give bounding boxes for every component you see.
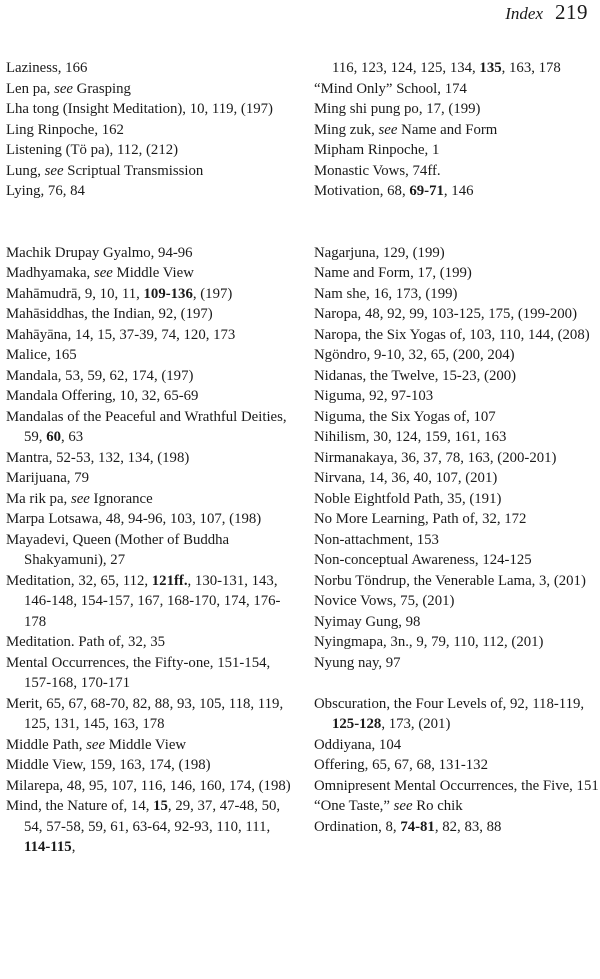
index-entry: Nihilism, 30, 124, 159, 161, 163 [314,429,507,445]
letter-group-gap [6,202,298,243]
index-entry: Laziness, 166 [6,60,88,76]
index-entry: Lying, 76, 84 [6,183,85,199]
index-entry: Ma rik pa, see Ignorance [6,490,153,507]
index-entry: Omnipresent Mental Occurrences, the Five, 151 [314,777,599,794]
index-entry: Naropa, 48, 92, 99, 103-125, 175, (199-200) [314,306,578,322]
index-entry: Offering, 65, 67, 68, 131-132 [314,757,488,773]
index-entry: Non-attachment, 153 [314,531,439,548]
index-entry: Meditation, 32, 65, 112, 121ff., 130-131, 143, 146-148, 154-157, 167, 168-170, 174, 176-178 [6,572,281,630]
letter-group-gap [314,202,600,243]
index-entry: Middle View, 159, 163, 174, (198) [6,757,211,773]
letter-group-gap [314,673,600,694]
index-entry: Monastic Vows, 74ff. [314,162,441,179]
index-column-left [6,58,298,858]
index-entry: Motivation, 68, 69-71, 146 [314,183,474,199]
index-entry: Oddiyana, 104 [314,736,402,753]
index-entry: Mind, the Nature of, 14, 15, 29, 37, 47-48, 50, 54, 57-58, 59, 61, 63-64, 92-93, 110, 111, 114-115, [6,798,281,855]
index-entry: Mental Occurrences, the Fifty-one, 151-154, 157-168, 170-171 [6,654,271,691]
index-entry: Mahāmudrā, 9, 10, 11, 109-136, (197) [6,285,233,302]
page-number: 219 [555,0,588,24]
index-entry: Nyung nay, 97 [314,654,401,671]
index-entry: Nam she, 16, 173, (199) [314,285,458,302]
index-entry: “Mind Only” School, 174 [314,80,467,97]
page-header [505,0,588,30]
index-entry: Madhyamaka, see Middle View [6,265,194,281]
index-entry: Nyingmapa, 3n., 9, 79, 110, 112, (201) [314,634,544,650]
index-entry: Ming zuk, see Name and Form [314,121,498,138]
index-entry: Ngöndro, 9-10, 32, 65, (200, 204) [314,347,515,363]
index-entry: “One Taste,” see Ro chik [314,798,463,814]
index-entry: Merit, 65, 67, 68-70, 82, 88, 93, 105, 118, 119, 125, 131, 145, 163, 178 [6,695,284,732]
index-entry: Listening (Tö pa), 112, (212) [6,142,179,158]
index-entry: Ming shi pung po, 17, (199) [314,101,481,117]
index-entry: Name and Form, 17, (199) [314,265,472,281]
index-entry: Noble Eightfold Path, 35, (191) [314,490,502,507]
index-entry: No More Learning, Path of, 32, 172 [314,511,527,527]
index-entry: Ling Rinpoche, 162 [6,121,124,138]
index-entry: Mayadevi, Queen (Mother of Buddha Shakyamuni), 27 [6,531,230,568]
index-entry: Norbu Töndrup, the Venerable Lama, 3, (201) [314,572,586,589]
index-entry: Niguma, the Six Yogas of, 107 [314,408,496,425]
index-entry: Marpa Lotsawa, 48, 94-96, 103, 107, (198) [6,511,262,527]
index-entry: Naropa, the Six Yogas of, 103, 110, 144, (208) [314,326,590,343]
index-entry: Lung, see Scriptual Transmission [6,162,204,179]
index-entry: Milarepa, 48, 95, 107, 116, 146, 160, 174, (198) [6,777,291,794]
index-entry: Mandala, 53, 59, 62, 174, (197) [6,367,194,384]
index-entry: Nagarjuna, 129, (199) [314,244,445,261]
index-entry: Non-conceptual Awareness, 124-125 [314,552,532,568]
index-entry: Nidanas, the Twelve, 15-23, (200) [314,367,517,384]
index-entry: Niguma, 92, 97-103 [314,388,434,404]
index-entry: Mahāsiddhas, the Indian, 92, (197) [6,306,213,322]
index-column-right [314,58,600,837]
index-entry: Obscuration, the Four Levels of, 92, 118-119, 125-128, 173, (201) [314,695,585,732]
index-entry: Mahāyāna, 14, 15, 37-39, 74, 120, 173 [6,326,236,343]
index-entry: Nyimay Gung, 98 [314,613,421,630]
index-entry: Mandalas of the Peaceful and Wrathful Deities, 59, 60, 63 [6,408,287,445]
index-entry: Novice Vows, 75, (201) [314,593,455,609]
index-entry: Nirvana, 14, 36, 40, 107, (201) [314,470,498,486]
index-entry: Ordination, 8, 74-81, 82, 83, 88 [314,818,502,835]
index-entry: 116, 123, 124, 125, 134, 135, 163, 178 [332,60,561,76]
index-entry: Mipham Rinpoche, 1 [314,142,440,158]
index-entry: Meditation. Path of, 32, 35 [6,634,166,650]
running-head: Index [505,4,543,23]
index-entry: Lha tong (Insight Meditation), 10, 119, (197) [6,101,273,117]
index-entry: Machik Drupay Gyalmo, 94-96 [6,244,193,261]
index-entry: Mandala Offering, 10, 32, 65-69 [6,388,199,404]
index-entry: Middle Path, see Middle View [6,736,187,753]
index-entry: Len pa, see Grasping [6,80,131,97]
index-entry: Malice, 165 [6,347,77,363]
index-entry: Marijuana, 79 [6,470,90,486]
index-entry: Mantra, 52-53, 132, 134, (198) [6,449,190,466]
index-entry: Nirmanakaya, 36, 37, 78, 163, (200-201) [314,449,557,466]
